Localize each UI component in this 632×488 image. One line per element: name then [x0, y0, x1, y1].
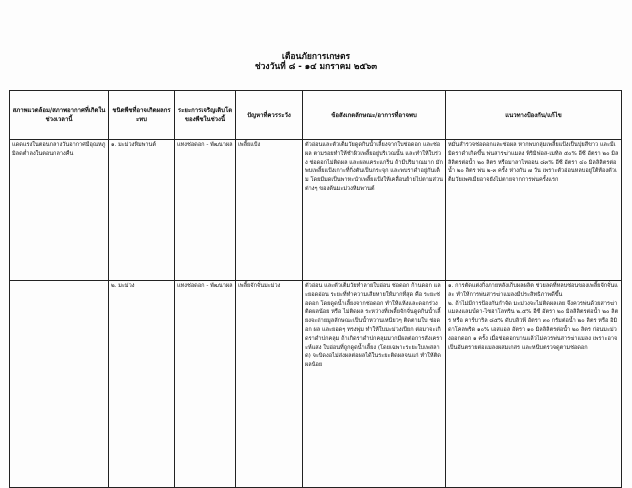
cell-symptom: ตัวอ่อน และตัวเต็มวัยทำลายใบอ่อน ช่อดอก ก้านดอก และยอดอ่อน ระยะที่ทำความเสียหายให้มากที่สุด คือ ระยะช่อดอก โดยดูดน้ำเลี้ยงจากช่อดอก ทำให้แห้งและดอกร่วง ติดผลน้อย หรือ ไม่ติดผล ระหว่างที่เพลี้ยจักจั่นดูดกินน้ำเลี้ยงจะถ่ายมูลลักษณะเป็นน้ำหวานเหนียวๆ ติดตามใบ ช่อดอก ผล และยอดๆ ทรงพุ่ม ทำให้ใบมะม่วงเปียก ต่อมาจะเกิดราดำปกคลุม ถ้าเกิดราดำปกคลุมมากมีผลต่อการสังเคราะห์แสง ใบอ่อนที่ถูกดูดน้ำเลี้ยง (โดยเฉพาะระยะใบเพสลาด) จะบิดงอไม่ส่งผลต่อผลได้ในระยะติดผลจนแก่ ทำให้ติดผลน้อย [303, 281, 446, 488]
col-header-environment: สภาพแวดล้อม/สภาพอากาศที่เกิดในช่วงเวลานี้ [10, 91, 109, 140]
table-row [10, 140, 622, 281]
cell-stage: แทงช่อดอก - พัฒนาผล [175, 140, 236, 281]
col-header-symptom: ข้อสังเกตลักษณะ/อาการที่อาจพบ [303, 91, 446, 140]
table-header-row [10, 91, 622, 140]
cell-crop: ๑. มะม่วงหิมพานต์ [109, 140, 175, 281]
col-header-prevention: แนวทางป้องกัน/แก้ไข [446, 91, 622, 140]
cell-symptom: ตัวอ่อนและตัวเต็มวัยดูดกินน้ำเลี้ยงจากใบช่อดอก และช่อผล ตามรอยทำให้ชำผิวเพลี้ยอยู่บริเวณนั้น และทำให้ใบร่วง ช่อดอกไม่ติดผล และผลแคระแกร็น ถ้ามีปริมาณมาก มักพบเพลี้ยแป้งเกาะที่กิ่งตันเป็นกระจุก และพบราดำอยู่กันเต็ม โดยมีมดเป็นพาหะนำเพลี้ยแป้งให้เคลื่อนย้ายไปตามส่วนต่างๆ ของต้นมะม่วงหิมพานต์ [303, 140, 446, 281]
cell-prevention: หมั่นสำรวจช่อดอกและช่อผล หากพบกลุ่มเพลี้ยแป้งเป็นปุยสีขาว และมีเมิดราดำเกิดขึ้น พ่นสารฆ่าแมลง พิริมิฟอส-เมทิล ๕๐% อีซี อัตรา ๒๐ มิลลิลิตรต่อน้ำ ๒๐ ลิตร หรือมาลาไทออน ๘๓% อีซี อัตรา ๔๐ มิลลิลิตรต่อน้ำ ๒๐ ลิตร พ่น ๒-๓ ครั้ง ห่างกัน ๗ วัน เพราะตัวอ่อนหลบอยู่ใต้ท้องตัวเต็มวัยเพศเมียอาจยังไม่ตายจากการพ่นครั้งแรก [446, 140, 622, 281]
cell-prevention: ๑. การตัดแต่งกิ่งภายหลังเก็บผลผลิต ช่วยลดที่หลบซ่อนของเพลี้ยจักจั่นและ ทำให้การพ่นสารฆ่าแมลงมีประสิทธิภาพดีขึ้น ๒. ถ้าไม่มีการป้องกันกำจัด มะม่วงจะไม่ติดผลเลย จึงควรพ่นด้วยสารฆ่าแมลงแลมบ์ดา-ไซฮาโลทริน ๒.๕% อีซี อัตรา ๒๐ มิลลิลิตรต่อน้ำ ๒๐ ลิตร หรือ คาร์บาริล ๘๕% ดับบลิวพี อัตรา ๓๐ กรัมต่อน้ำ ๒๐ ลิตร หรือ อิมิดาโคลพริด ๑๐% เอสแอล อัตรา ๑๐ มิลลิลิตรต่อน้ำ ๒๐ ลิตร ก่อนมะม่วงออกดอก ๑ ครั้ง เมื่อช่อดอกบานแล้วไม่ควรพ่นสารฆ่าแมลง เพราะอาจเป็นอันตรายต่อแมลงผสมเกสร และหนีบตรวจดูตามช่อดอก [446, 281, 622, 488]
document-period: ช่วงวันที่ ๘ - ๑๔ มกราคม ๒๕๖๓ [254, 62, 378, 72]
cell-problem: เพลี้ยจักจั่นมะม่วง [236, 281, 303, 488]
cell-crop: ๒. มะม่วง [109, 281, 175, 488]
col-header-problem: ปัญหาที่ควรระวัง [236, 91, 303, 140]
table-row [10, 281, 622, 488]
col-header-crop: ชนิดพืชที่อาจเกิดผลกระทบ [109, 91, 175, 140]
warning-table [9, 90, 622, 488]
cell-problem: เพลี้ยแป้ง [236, 140, 303, 281]
cell-environment [10, 281, 109, 488]
cell-stage: แทงช่อดอก - พัฒนาผล [175, 281, 236, 488]
col-header-stage: ระยะการเจริญเติบโตของพืชในช่วงนี้ [175, 91, 236, 140]
cell-environment: แดดแรงในตอนกลางวันอากาศมีอุณหภูมิลดต่ำลงในตอนกลางคืน [10, 140, 109, 281]
document-title: เตือนภัยการเกษตร [281, 52, 351, 62]
